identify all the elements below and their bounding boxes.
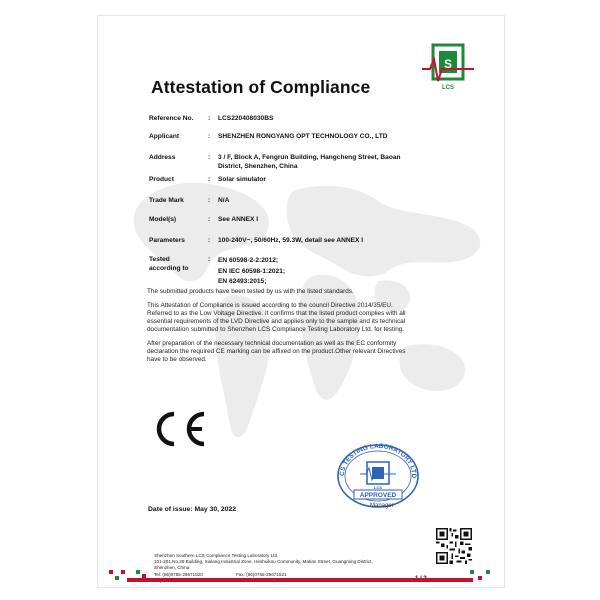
paragraph-attestation: This Attestation of Compliance is issued according to the council Directive 2014/35/EU. Referred to as the Low Voltage Directive. It confirms that the listed product complies with all essential requirements of the LVD Directive and applies only to the sample and its technical documentation submitted to Shenzhen LCS Compliance Testing Laboratory Ltd. for testing. <box>147 302 406 333</box>
paragraph-tested: The submitted products have been tested by us with the listed standards. <box>147 288 354 295</box>
field-value: 3 / F, Block A, Fengrun Building, Hangcheng Street, Baoan District, Shenzhen, China <box>218 154 401 170</box>
manager-label: Manager <box>370 503 394 509</box>
field-label: Reference No. <box>149 115 194 122</box>
document-title: Attestation of Compliance <box>151 77 371 97</box>
field-label: Product <box>149 176 174 183</box>
field-label: Tested according to <box>149 256 189 272</box>
field-label: Address <box>149 154 176 161</box>
svg-text:S: S <box>443 57 453 71</box>
certificate-page: S LCS Attestation of Compliance Reference No. : LCS220408030BS Applicant : SHENZHEN RONGYANG OPT TECHNOLOGY CO., LTD Address : 3 / F, Block A, Fengrun Building, Hangcheng Street, Baoan District, Shenzhen, China Product : Solar simulator Trade Mark : N/A Model(s) : See ANNEX I Parameters : 100-240V~, 50/60Hz, 59.3W, detail see ANNEX I Tested according to : EN 60598-2-2:2012; EN IEC 60598-1:2021; EN 62493:2015; The submitted products have been tested by us with the listed standards. This Attestation of Compliance is issued according to the council Directive 2014/35/EU. Referred to as the Low Voltage Directive. It confirms that the listed product complies with all essential requirements of the LVD Directive and applies only to the sample and its technical documentation submitted to Shenzhen LCS Compliance Testing Laboratory Ltd. for testing. After preparation of the necessary technical documentation as well as the EC conformity declaration the required CE marking can be affixed on the product.Other relevant Directives have to be observed. CS TESTING LABORATORY LTD LCS APPROVED Manager Date of issue: May 30, 2022 Shenzhen Southern LCS Compliance Testing Laboratory Ltd. 101-201,No.39 Building, Xialang Industrial Zone, Heshuikou Community, Matian Street, Guangming District, Shenzhen, China Tel: (86)0755-29671520 Fax: (86)0755-29671521 <box>97 15 505 588</box>
field-value: See ANNEX I <box>218 216 259 223</box>
field-label: Trade Mark <box>149 197 184 204</box>
svg-text:LCS: LCS <box>374 485 382 490</box>
field-label: Applicant <box>149 133 180 140</box>
svg-text:LCS: LCS <box>442 85 454 91</box>
qr-code-icon <box>436 528 472 564</box>
lcs-logo-icon <box>420 39 476 93</box>
issue-date: Date of issue: May 30, 2022 <box>148 506 237 513</box>
field-value: EN 60598-2-2:2012; EN IEC 60598-1:2021; EN 62493:2015; <box>218 257 286 286</box>
approved-stamp <box>334 438 422 510</box>
ce-mark-icon <box>148 408 210 450</box>
field-label: Model(s) <box>149 216 177 223</box>
field-label: Parameters <box>149 237 185 244</box>
field-value: SHENZHEN RONGYANG OPT TECHNOLOGY CO., LTD <box>218 133 388 140</box>
field-value: LCS220408030BS <box>218 115 274 122</box>
svg-text:LCS TESTING LABORATORY LTD.: CS TESTING LABORATORY LTD <box>338 442 418 479</box>
bottom-red-bar <box>127 578 473 582</box>
paragraph-ce-marking: After preparation of the necessary technical documentation as well as the EC conformity declaration the required CE marking can be affixed on the product.Other relevant Directives have to be observed. <box>147 340 406 363</box>
field-value: 100-240V~, 50/60Hz, 59.3W, detail see ANNEX I <box>218 237 364 244</box>
svg-text:APPROVED: APPROVED <box>359 492 397 499</box>
footer-contact: Shenzhen Southern LCS Compliance Testing Laboratory Ltd. 101-201,No.39 Building, Xialang Industrial Zone, Heshuikou Community, Matian Street, Guangming District, Shenzhen, China Tel: (86)0755-29671520 Fax: (86)0755-29671521 <box>154 553 373 577</box>
field-value: N/A <box>218 197 230 204</box>
field-value: Solar simulator <box>218 176 267 183</box>
